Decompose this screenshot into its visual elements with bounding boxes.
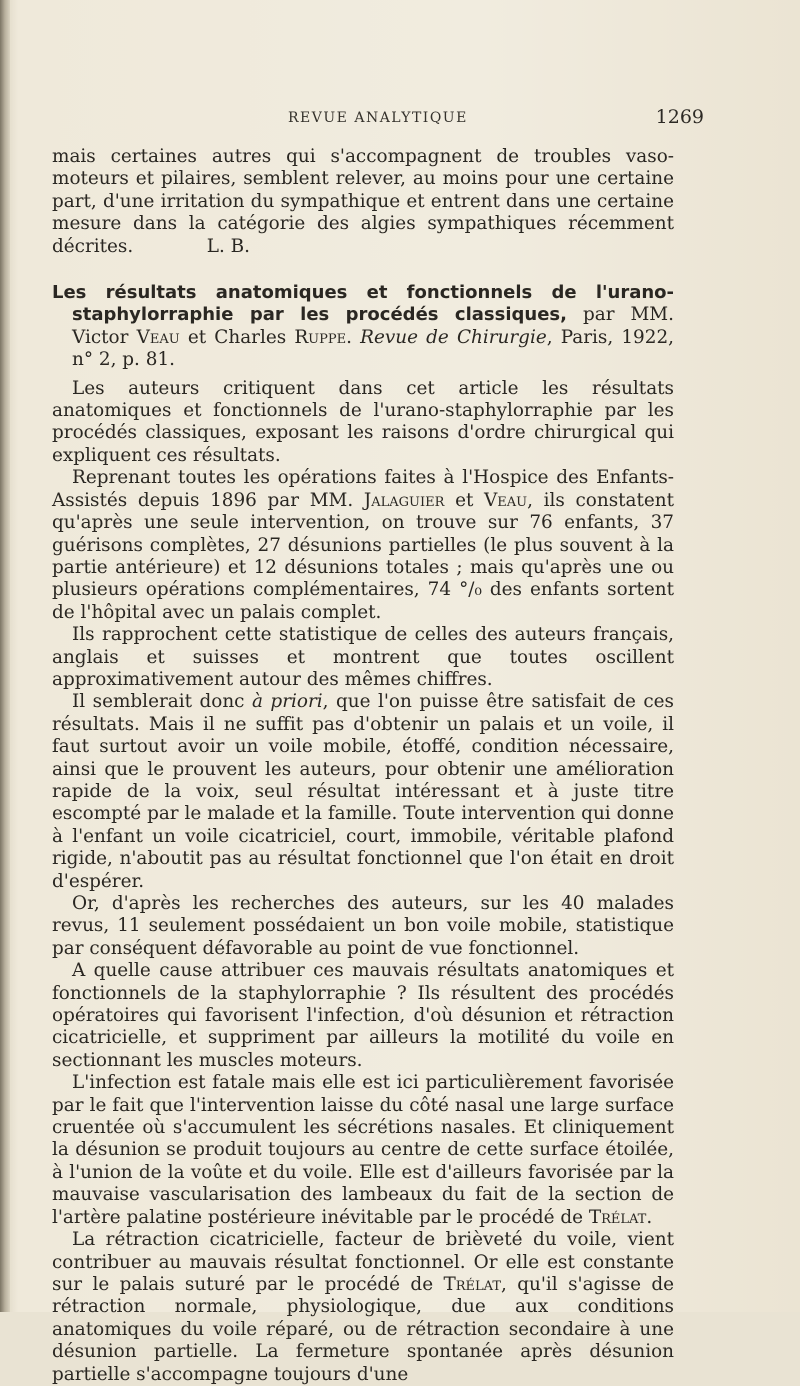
citation-details: , Paris, 1922, n° 2, p. 81. <box>72 326 674 371</box>
paragraph-2 <box>52 467 674 624</box>
reviewer-signature: L. B. <box>206 235 251 257</box>
article-by: par MM. Victor <box>72 304 674 348</box>
page-binding-edge <box>0 0 10 1312</box>
previous-article-ending <box>52 146 674 258</box>
running-head: REVUE ANALYTIQUE <box>288 110 468 126</box>
article-title: Les résultats anatomiques et fonctionnels de l'urano-staphylorraphie par les procédés classiques, <box>52 282 674 326</box>
name-veau: Veau <box>484 489 528 511</box>
paragraph-8-text-b: , qu'il s'agisse de rétraction normale, physiologique, due aux conditions anatomiques du voile réparé, ou de rétraction secondaire à une désunion partielle. La fermeture spontanée après désunion partielle s'accompagne toujours d'une <box>52 1273 674 1385</box>
name-jalaguier: Jalaguier <box>363 489 445 511</box>
name-trelat-2: Trélat <box>443 1273 502 1295</box>
paragraph-5: Or, d'après les recherches des auteurs, sur les 40 malades revus, 11 seulement possédaient un bon voile mobile, statistique par conséquent défavorable au point de vue fonctionnel. <box>52 893 674 959</box>
author-veau: Veau <box>136 326 180 348</box>
previous-article-text: mais certaines autres qui s'accompagnent de troubles vaso-moteurs et pilaires, semblent relever, au moins pour une certaine part, d'une irritation du sympathique et entrent dans une certaine mesure dans la catégorie des algies sympathiques récemment décrites. <box>52 146 674 257</box>
paragraph-1: Les auteurs critiquent dans cet article les résultats anatomiques et fonctionnels de l'urano-staphylorraphie par les procédés classiques, exposant les raisons d'ordre chirurgical qui expliquent ces résultats. <box>52 377 674 466</box>
paragraph-2-text-b: et <box>444 489 484 511</box>
article-heading <box>52 282 674 372</box>
paragraph-4 <box>52 691 674 893</box>
paragraph-2-text-a: Reprenant toutes les opérations faites à l'Hospice des Enfants-Assistés depuis 1896 par MM. <box>52 467 674 511</box>
author-ruppe: Ruppe <box>294 326 347 348</box>
name-trelat: Trélat <box>588 1206 647 1228</box>
a-priori-italic: à priori <box>251 691 323 713</box>
paragraph-2-text-c: , ils constatent qu'après une seule intervention, on trouve sur 76 enfants, 37 guérisons complètes, 27 désunions partielles (le plus souvent à la partie antérieure) et 12 désunions totales ; mais qu'après une ou plusieurs opérations complémentaires, 74 °/₀ des enfants sortent de l'hôpital avec un palais complet. <box>52 489 674 623</box>
paragraph-4-text-b: , que l'on puisse être satisfait de ces résultats. Mais il ne suffit pas d'obtenir un palais et un voile, il faut surtout avoir un voile mobile, étoffé, condition nécessaire, ainsi que le prouvent les auteurs, pour obtenir une amélioration rapide de la voix, seul résultat intéressant et à juste titre escompté par le malade et la famille. Toute intervention qui donne à l'enfant un voile cicatriciel, court, immobile, véritable plafond rigide, n'aboutit pas au résultat fonctionnel que l'on était en droit d'espérer. <box>52 691 674 892</box>
page-number: 1269 <box>655 106 704 128</box>
page-header <box>52 106 704 134</box>
paragraph-7-text-b: . <box>646 1206 653 1228</box>
paragraph-3: Ils rapprochent cette statistique de celles des auteurs français, anglais et suisses et montrent que toutes oscillent approximativement autour des mêmes chiffres. <box>52 624 674 690</box>
journal-separator: . <box>346 326 361 348</box>
paragraph-4-text-a: Il semblerait donc <box>72 691 252 713</box>
article-and: et Charles <box>179 326 295 348</box>
paragraph-8-text-a: La rétraction cicatricielle, facteur de brièveté du voile, vient contribuer au mauvais résultat fonctionnel. Or elle est constante sur le palais suturé par le procédé de <box>52 1229 674 1295</box>
paragraph-6: A quelle cause attribuer ces mauvais résultats anatomiques et fonctionnels de la staphylorraphie ? Ils résultent des procédés opératoires qui favorisent l'infection, d'où désunion et rétraction cicatricielle, et suppriment par ailleurs la motilité du voile en sectionnant les muscles moteurs. <box>52 960 674 1071</box>
paragraph-7 <box>52 1072 674 1229</box>
journal-name: Revue de Chirurgie <box>360 326 547 348</box>
page-body <box>52 146 674 1386</box>
paragraph-7-text-a: L'infection est fatale mais elle est ici particulièrement favorisée par le fait que l'intervention laisse du côté nasal une large surface cruentée où s'accumulent les sécrétions nasales. Et cliniquement la désunion se produit toujours au centre de cette surface étoilée, à l'union de la voûte et du voile. Elle est d'ailleurs favorisée par la mauvaise vascularisation des lambeaux du fait de la section de l'artère palatine postérieure inévitable par le procédé de <box>52 1072 674 1228</box>
paragraph-8 <box>52 1229 674 1386</box>
